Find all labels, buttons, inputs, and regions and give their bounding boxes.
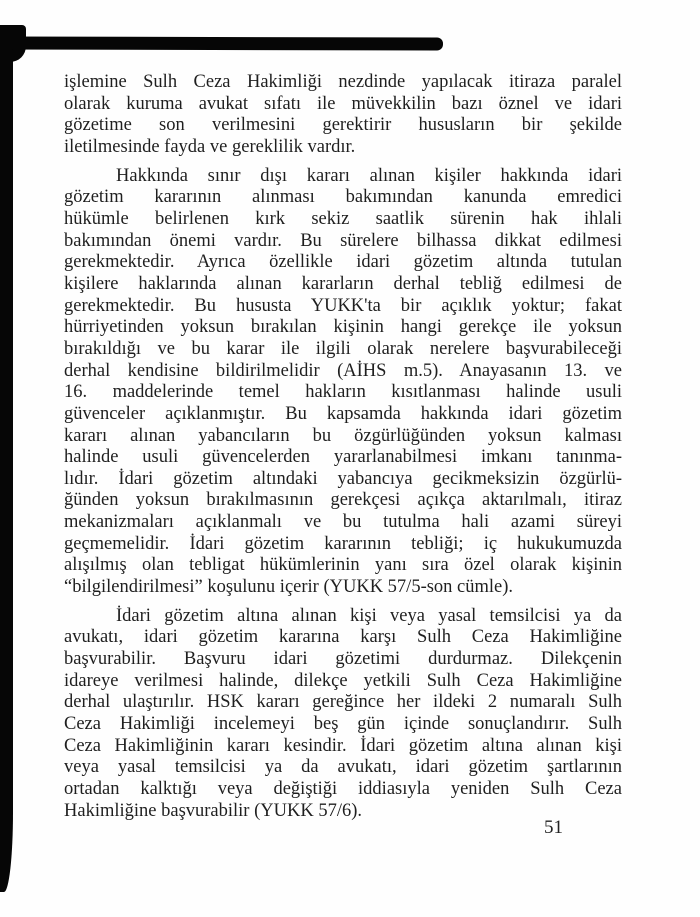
text-line: geçmemelidir. İdari gözetim kararının tebliği; iç hukukumuzda bbox=[64, 533, 622, 554]
text-line: Hakimliğine başvurabilir (YUKK 57/6). bbox=[64, 800, 362, 821]
text-line: Ceza Hakimliğinin kararı kesindir. İdari gözetim altına alınan kişi bbox=[64, 735, 622, 756]
text-line: gerekmektedir. Bu hususta YUKK'ta bir açıklık yoktur; fakat bbox=[64, 295, 622, 316]
text-line: işlemine Sulh Ceza Hakimliği nezdinde yapılacak itiraza paralel bbox=[64, 72, 622, 92]
text-line: bakımından önemi vardır. Bu sürelere bilhassa dikkat edilmesi bbox=[64, 230, 622, 251]
text-line: alışılmış olan tebligat hükümlerinin yanı sıra özel olarak kişinin bbox=[64, 555, 622, 576]
text-line: gerekmektedir. Ayrıca özellikle idari gözetim altında tutulan bbox=[64, 252, 622, 273]
text-line: derhal kendisine bildirilmelidir (AİHS m.5). Anayasanın 13. ve bbox=[64, 360, 622, 381]
text-line: gözetime son verilmesini gerektirir hususların bir şekilde bbox=[64, 115, 622, 136]
text-line: güvenceler açıklanmıştır. Bu kapsamda hakkında idari gözetim bbox=[64, 403, 622, 424]
text-line: kişilere haklarında alınan kararların derhal tebliğ edilmesi de bbox=[64, 273, 622, 294]
paragraph-3 bbox=[64, 606, 622, 823]
scan-border-left bbox=[0, 28, 13, 892]
text-line: olarak kuruma avukat sıfatı ile müvekkilin bazı öznel ve idari bbox=[64, 93, 622, 114]
text-line: veya yasal temsilcisi ya da avukatı, idari gözetim şartlarının bbox=[64, 757, 622, 778]
text-line: Ceza Hakimliği incelemeyi beş gün içinde sonuçlandırır. Sulh bbox=[64, 714, 622, 735]
text-line: “bilgilendirilmesi” koşulunu içerir (YUKK 57/5-son cümle). bbox=[64, 577, 514, 598]
text-line: derhal ulaştırılır. HSK kararı gereğince her ildeki 2 numaralı Sulh bbox=[64, 692, 622, 713]
text-line: mekanizmaları açıklanmalı ve bu tutulma hali azami süreyi bbox=[64, 512, 622, 533]
text-line: gözetim kararının alınması bakımından kanunda emredici bbox=[64, 187, 622, 208]
paragraph-1 bbox=[64, 72, 622, 159]
page-text-block bbox=[64, 72, 622, 822]
text-line: bırakıldığı ve bu karar ile ilgili olarak nerelere başvurabileceği bbox=[64, 338, 622, 359]
text-line: başvurabilir. Başvuru idari gözetimi durdurmaz. Dilekçenin bbox=[64, 649, 622, 670]
text-line: İdari gözetim altına alınan kişi veya yasal temsilcisi ya da bbox=[116, 605, 622, 626]
text-line: 16. maddelerinde temel hakların kısıtlanması halinde usuli bbox=[64, 382, 622, 403]
text-line: kararı alınan yabancıların bu özgürlüğünden yoksun kalması bbox=[64, 425, 622, 446]
page-number: 51 bbox=[544, 817, 563, 838]
text-line: Hakkında sınır dışı kararı alınan kişiler hakkında idari bbox=[116, 165, 622, 186]
text-line: ğünden yoksun bırakılmasının gerekçesi açıkça aktarılmalı, itiraz bbox=[64, 490, 622, 511]
text-line: avukatı, idari gözetim kararına karşı Sulh Ceza Hakimliğine bbox=[64, 627, 622, 648]
text-line: iletilmesinde fayda ve gereklilik vardır. bbox=[64, 136, 356, 157]
text-line: hükümle belirlenen kırk sekiz saatlik sürenin hak ihlali bbox=[64, 208, 622, 229]
text-line: idareye verilmesi halinde, dilekçe yetkili Sulh Ceza Hakimliğine bbox=[64, 670, 622, 691]
text-line: hürriyetinden yoksun bırakılan kişinin hangi gerekçe ile yoksun bbox=[64, 317, 622, 338]
text-line: halinde usuli güvencelerden yararlanabilmesi imkanı tanınma- bbox=[64, 447, 622, 468]
text-line: lıdır. İdari gözetim altındaki yabancıya gecikmeksizin özgürlü- bbox=[64, 468, 622, 489]
scan-border-top bbox=[3, 37, 443, 51]
text-line: ortadan kalktığı veya değiştiği iddiasıyla yeniden Sulh Ceza bbox=[64, 779, 622, 799]
paragraph-2 bbox=[64, 166, 622, 599]
